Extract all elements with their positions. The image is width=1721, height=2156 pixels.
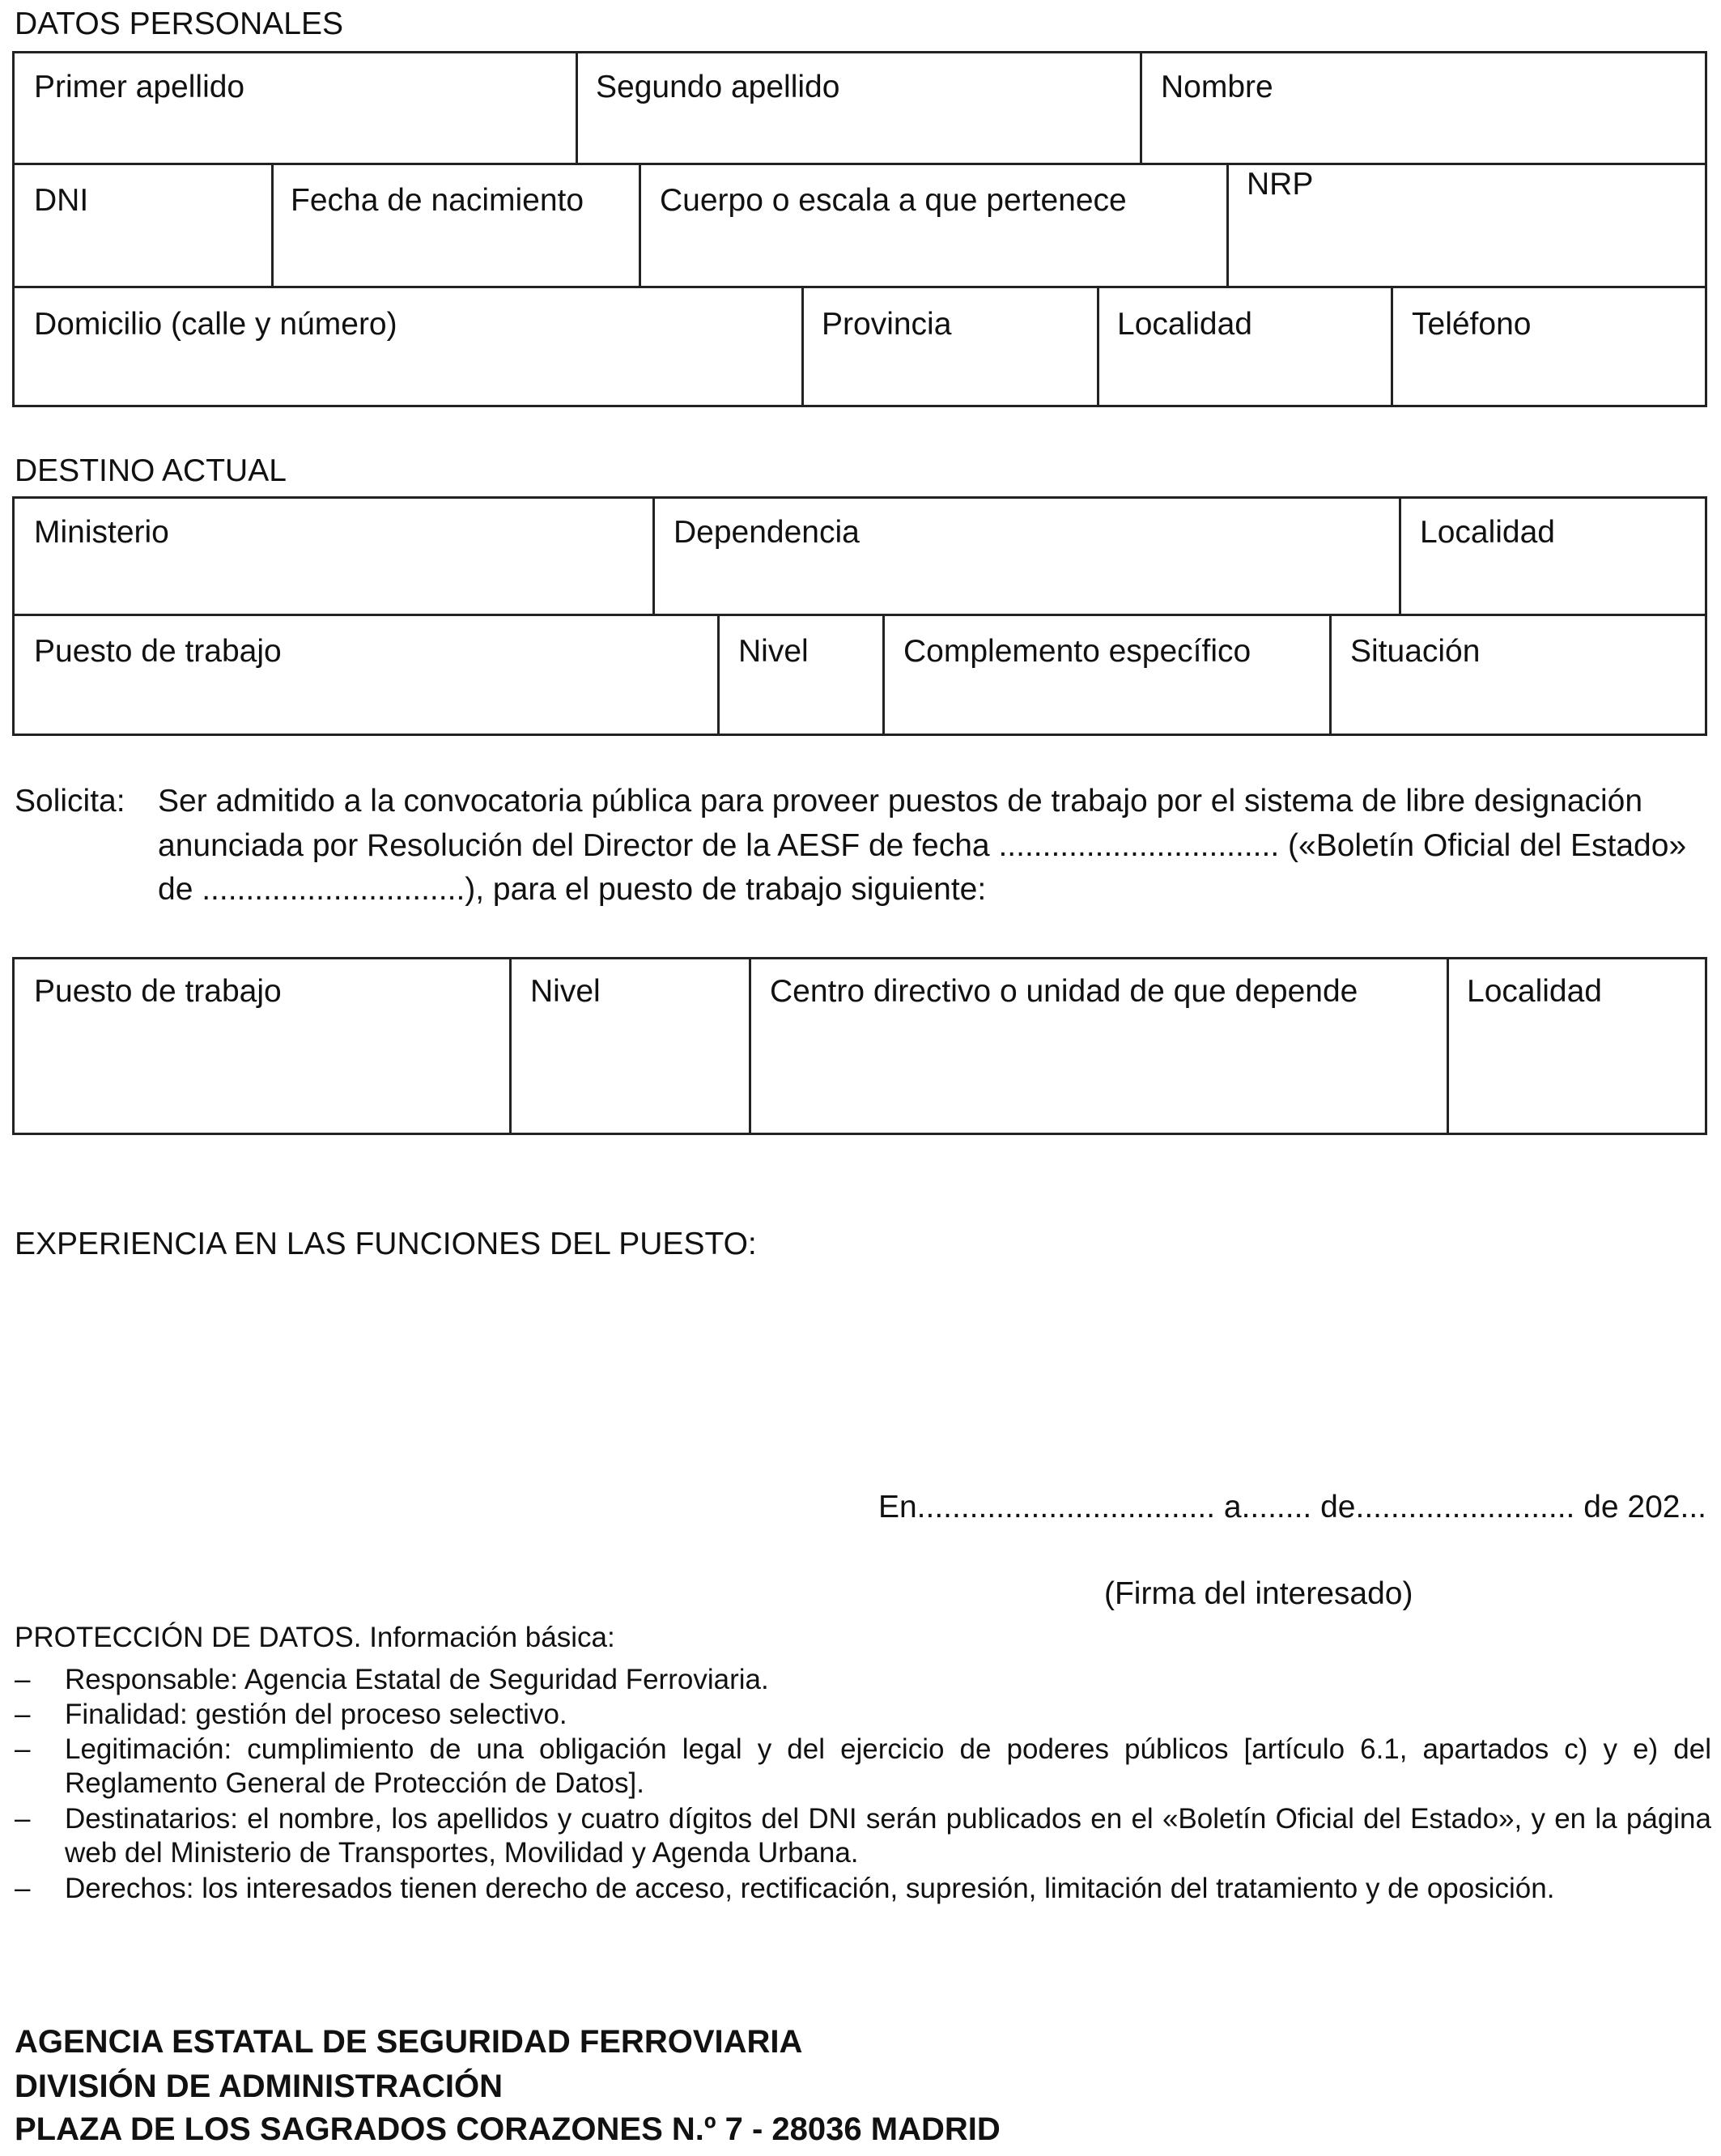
field-localidad-destino[interactable]: Localidad bbox=[1420, 515, 1555, 550]
list-item bbox=[15, 1698, 1711, 1732]
divider bbox=[639, 163, 641, 287]
divider bbox=[271, 163, 274, 287]
field-segundo-apellido[interactable]: Segundo apellido bbox=[596, 70, 840, 104]
firma-label: (Firma del interesado) bbox=[1104, 1576, 1413, 1611]
field-puesto-trabajo[interactable]: Puesto de trabajo bbox=[34, 634, 282, 669]
dash-bullet: – bbox=[15, 1699, 31, 1730]
field-localidad[interactable]: Localidad bbox=[1117, 307, 1252, 342]
field-centro-directivo[interactable]: Centro directivo o unidad de que depende bbox=[770, 974, 1358, 1009]
divider bbox=[12, 614, 1707, 616]
list-item-text: Derechos: los interesados tienen derecho de acceso, rectificación, supresión, limitación del tratamiento y de oposición. bbox=[65, 1873, 1555, 1904]
divider bbox=[1140, 51, 1142, 164]
field-puesto-solicitado[interactable]: Puesto de trabajo bbox=[34, 974, 282, 1009]
dash-bullet: – bbox=[15, 1873, 31, 1904]
divider bbox=[509, 957, 512, 1135]
divider bbox=[1391, 286, 1393, 407]
section-heading-destino-actual: DESTINO ACTUAL bbox=[15, 453, 287, 488]
divider bbox=[1097, 286, 1099, 407]
list-item bbox=[15, 1663, 1711, 1697]
field-domicilio[interactable]: Domicilio (calle y número) bbox=[34, 307, 397, 342]
fecha-lugar-line: En.................................. a........ de......................... de 202... bbox=[877, 1490, 1706, 1525]
divider bbox=[652, 496, 655, 615]
list-item bbox=[15, 1872, 1711, 1906]
list-item bbox=[15, 1802, 1711, 1872]
field-fecha-nacimiento[interactable]: Fecha de nacimiento bbox=[291, 183, 584, 218]
solicita-label: Solicita: bbox=[15, 784, 125, 819]
field-localidad-solicitada[interactable]: Localidad bbox=[1467, 974, 1602, 1009]
divider bbox=[749, 957, 751, 1135]
dash-bullet: – bbox=[15, 1664, 31, 1695]
divider bbox=[12, 286, 1707, 288]
solicita-text-line2: anunciada por Resolución del Director de la AESF de fecha ................................ («Boletín Oficial del Estado» bbox=[158, 828, 1687, 863]
divider bbox=[1399, 496, 1401, 615]
field-telefono[interactable]: Teléfono bbox=[1412, 307, 1532, 342]
divider bbox=[801, 286, 804, 407]
solicita-text-line3: de ..............................), para el puesto de trabajo siguiente: bbox=[158, 872, 987, 907]
footer-division: DIVISIÓN DE ADMINISTRACIÓN bbox=[15, 2069, 503, 2104]
divider bbox=[882, 614, 885, 736]
field-dependencia[interactable]: Dependencia bbox=[674, 515, 860, 550]
dash-bullet: – bbox=[15, 1733, 31, 1765]
divider bbox=[717, 614, 720, 736]
proteccion-heading: PROTECCIÓN DE DATOS. Información básica: bbox=[15, 1622, 615, 1653]
field-dni[interactable]: DNI bbox=[34, 183, 89, 218]
field-primer-apellido[interactable]: Primer apellido bbox=[34, 70, 245, 104]
list-item-text: Finalidad: gestión del proceso selectivo. bbox=[65, 1699, 567, 1730]
field-nrp[interactable]: NRP bbox=[1247, 167, 1314, 202]
divider bbox=[576, 51, 578, 164]
divider bbox=[1447, 957, 1449, 1135]
field-nombre[interactable]: Nombre bbox=[1161, 70, 1273, 104]
field-nivel[interactable]: Nivel bbox=[738, 634, 809, 669]
list-item-text: Responsable: Agencia Estatal de Seguridad Ferroviaria. bbox=[65, 1664, 769, 1695]
list-item-text: Legitimación: cumplimiento de una obligación legal y del ejercicio de poderes públicos [artículo 6.1, apartados c) y e) del Reglamento General de Protección de Datos]. bbox=[65, 1733, 1711, 1799]
section-heading-datos-personales: DATOS PERSONALES bbox=[15, 6, 344, 41]
field-provincia[interactable]: Provincia bbox=[822, 307, 952, 342]
experiencia-heading: EXPERIENCIA EN LAS FUNCIONES DEL PUESTO: bbox=[15, 1227, 757, 1261]
list-item-text: Destinatarios: el nombre, los apellidos y cuatro dígitos del DNI serán publicados en el «Boletín Oficial del Estado», y en la página web del Ministerio de Transportes, Movilidad y Agenda Urbana. bbox=[65, 1803, 1711, 1869]
divider bbox=[1226, 163, 1229, 287]
dash-bullet: – bbox=[15, 1803, 31, 1835]
field-cuerpo-escala[interactable]: Cuerpo o escala a que pertenece bbox=[660, 183, 1127, 218]
footer-agency: AGENCIA ESTATAL DE SEGURIDAD FERROVIARIA bbox=[15, 2024, 803, 2060]
datos-personales-table bbox=[12, 51, 1707, 407]
solicita-text-line1: Ser admitido a la convocatoria pública para proveer puestos de trabajo por el sistema de libre designación bbox=[158, 784, 1643, 819]
divider bbox=[1329, 614, 1332, 736]
divider bbox=[12, 163, 1707, 165]
field-ministerio[interactable]: Ministerio bbox=[34, 515, 169, 550]
field-situacion[interactable]: Situación bbox=[1350, 634, 1481, 669]
list-item bbox=[15, 1733, 1711, 1802]
field-complemento-especifico[interactable]: Complemento específico bbox=[903, 634, 1251, 669]
footer-address: PLAZA DE LOS SAGRADOS CORAZONES N.º 7 - 28036 MADRID bbox=[15, 2111, 1001, 2147]
field-nivel-solicitado[interactable]: Nivel bbox=[530, 974, 601, 1009]
